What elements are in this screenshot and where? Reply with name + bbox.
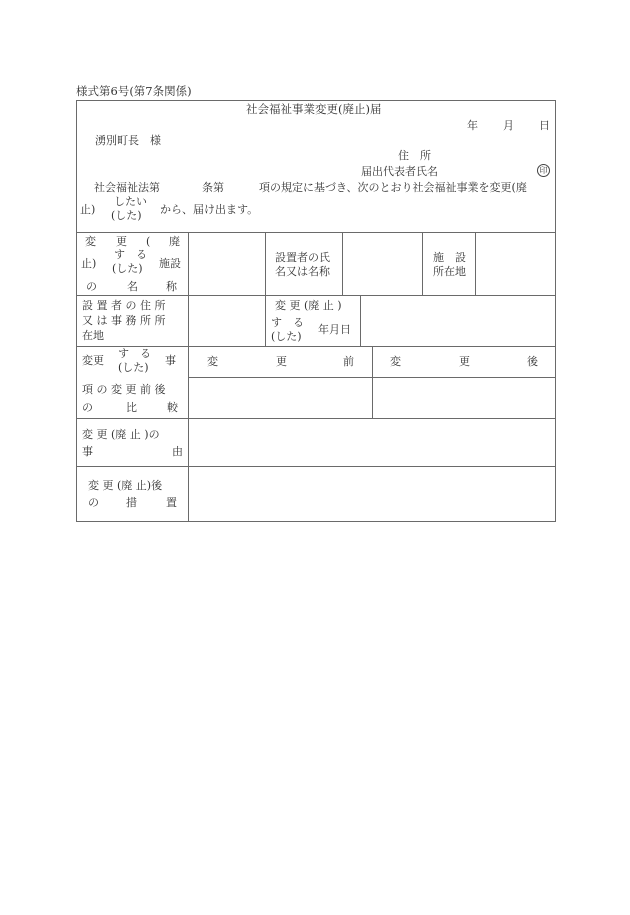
change-date-label: (した): [271, 330, 302, 343]
statement-part5: から、届け出ます。: [160, 203, 259, 216]
measures-label: 措: [126, 496, 137, 509]
change-items-label: (した): [118, 361, 149, 374]
facility-name-label-3: 称: [166, 280, 177, 293]
applicant-address-label: 住 所: [398, 149, 431, 162]
date-month: 月: [503, 119, 514, 132]
after-header: 後: [527, 355, 538, 368]
facility-location-label: 施 設: [433, 251, 466, 264]
reason-field[interactable]: [189, 419, 555, 466]
reason-label: 由: [172, 445, 183, 458]
founder-address-field[interactable]: [189, 296, 265, 346]
facility-location-label: 所在地: [433, 265, 466, 278]
statement-part1: 社会福祉法第: [94, 181, 160, 194]
facility-name-label-1: (: [146, 235, 151, 248]
after-header: 変: [390, 355, 401, 368]
founder-address-label: 在地: [82, 329, 104, 342]
statement-part3: 項の規定に基づき、次のとおり社会福祉事業を変更(廃: [259, 181, 527, 194]
form-number-label: 様式第6号(第7条関係): [76, 84, 192, 98]
article-number-field[interactable]: [162, 180, 200, 194]
change-items-label: 事: [165, 354, 176, 367]
change-items-label: の: [82, 401, 93, 414]
change-items-label: 比: [126, 401, 137, 414]
before-header: 変: [207, 355, 218, 368]
measures-label: 置: [166, 496, 177, 509]
before-value-field[interactable]: [189, 378, 372, 418]
before-header: 更: [276, 355, 287, 368]
facility-name-label-2: 止): [81, 257, 97, 270]
form-title: 社会福祉事業変更(廃止)届: [246, 102, 382, 116]
statement-part4: 止): [80, 203, 96, 216]
change-date-field[interactable]: [361, 296, 555, 346]
change-date-label: 変 更 (廃 止 ): [275, 299, 342, 312]
col-divider: [422, 232, 423, 295]
facility-name-label-2: す る: [114, 248, 147, 261]
facility-name-label-3: 名: [127, 280, 138, 293]
after-value-field[interactable]: [373, 378, 555, 418]
founder-name-field[interactable]: [343, 233, 422, 295]
facility-name-label-2: (した): [112, 262, 143, 275]
paragraph-number-field[interactable]: [228, 180, 258, 194]
applicant-name-label: 届出代表者氏名: [361, 165, 438, 178]
date-day: 日: [539, 119, 550, 132]
addressee: 湧別町長 様: [95, 134, 161, 147]
reason-label: 事: [82, 445, 93, 458]
facility-location-field[interactable]: [476, 233, 555, 295]
facility-name-label-1: 廃: [169, 235, 180, 248]
founder-name-label: 名又は名称: [275, 265, 330, 278]
change-date-label: す る: [271, 316, 304, 329]
statement-option-want: したい: [114, 195, 147, 208]
facility-name-label-1: 更: [116, 235, 127, 248]
facility-name-label-1: 変: [85, 235, 96, 248]
founder-name-label: 設置者の氏: [275, 251, 330, 264]
measures-label: 変 更 (廃 止)後: [88, 479, 163, 492]
change-items-label: す る: [118, 347, 151, 360]
facility-name-label-3: の: [86, 280, 97, 293]
after-header: 更: [459, 355, 470, 368]
change-items-label: 較: [167, 401, 178, 414]
change-date-label: 年月日: [318, 323, 351, 336]
founder-address-label: 又 は 事 務 所 所: [82, 314, 166, 327]
measures-label: の: [88, 496, 99, 509]
date-year: 年: [467, 119, 478, 132]
facility-name-field[interactable]: [189, 233, 265, 295]
reason-label: 変 更 (廃 止 )の: [82, 428, 160, 441]
measures-field[interactable]: [189, 467, 555, 522]
col-divider: [265, 232, 266, 346]
statement-option-did: (した): [111, 209, 142, 222]
before-header: 前: [343, 355, 354, 368]
change-items-label: 項 の 変 更 前 後: [82, 383, 166, 396]
change-items-label: 変更: [82, 354, 104, 367]
statement-part2: 条第: [202, 181, 224, 194]
founder-address-label: 設 置 者 の 住 所: [82, 299, 166, 312]
facility-name-label-2: 施設: [159, 257, 181, 270]
seal-icon: 印: [537, 164, 550, 177]
